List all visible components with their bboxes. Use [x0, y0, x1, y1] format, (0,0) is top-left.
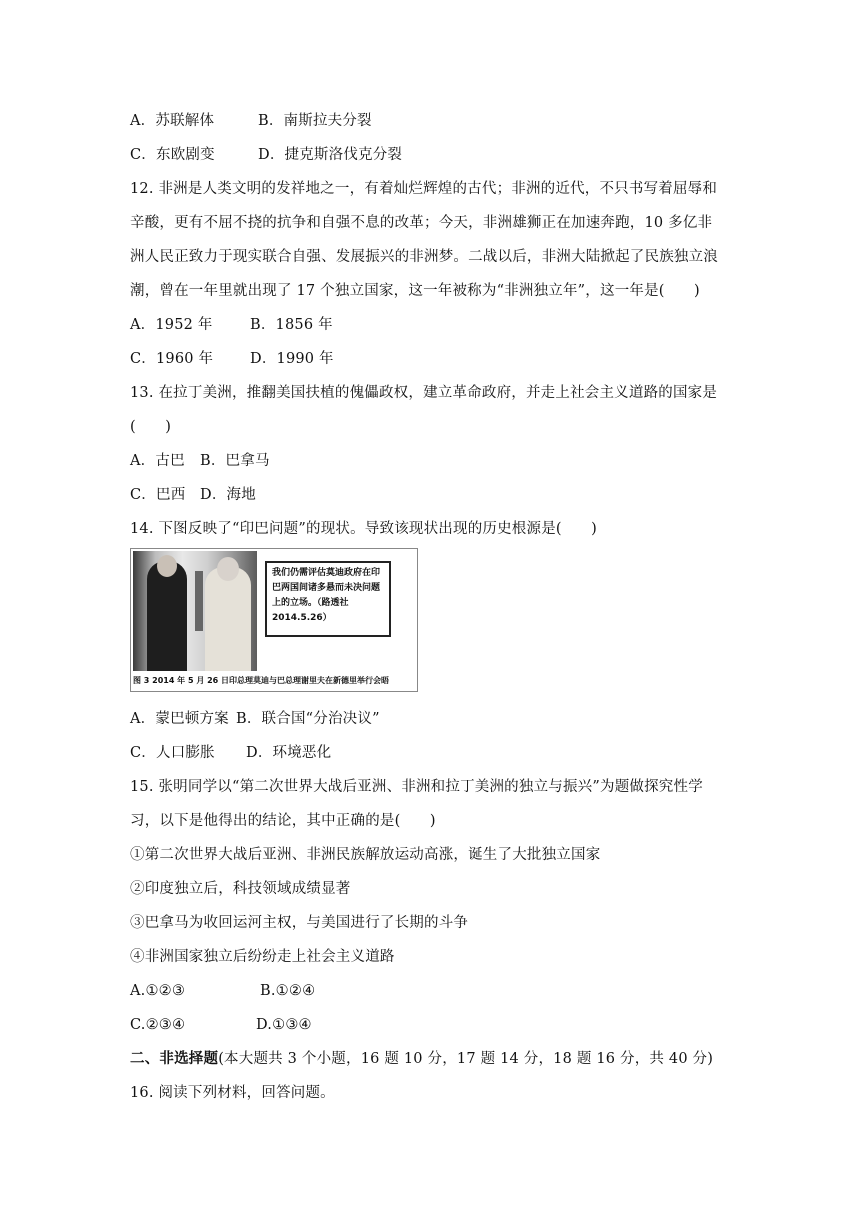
q15-stem-line-2: 习，以下是他得出的结论，其中正确的是( ) [130, 813, 436, 829]
q13-options-row-1 [130, 451, 270, 471]
q13-stem-line-1: 13. 在拉丁美洲，推翻美国扶植的傀儡政权，建立革命政府，并走上社会主义道路的国家是 [130, 385, 718, 401]
q13-option-c: C．巴西 [130, 487, 186, 503]
q13-option-d: D．海地 [200, 487, 256, 503]
q15-statement-2: ②印度独立后，科技领域成绩显著 [130, 881, 351, 897]
section-2-heading: 二、非选择题 [130, 1050, 219, 1067]
q12-options-row-2 [130, 349, 334, 369]
q14-figure [130, 548, 418, 692]
q12-option-b: B．1856 年 [250, 317, 333, 333]
q15-options-row-1 [130, 981, 315, 1001]
q11-option-a: A．苏联解体 [130, 113, 215, 129]
q15-option-b: B.①②④ [260, 983, 316, 999]
person-left [147, 561, 187, 671]
q14-option-c: C．人口膨胀 [130, 745, 215, 761]
q11-option-d: D．捷克斯洛伐克分裂 [258, 147, 403, 163]
person-right [205, 567, 251, 671]
q12-stem-line-1: 12. 非洲是人类文明的发祥地之一，有着灿烂辉煌的古代；非洲的近代，不只书写着屈辱和 [130, 181, 718, 197]
q15-statement-1: ①第二次世界大战后亚洲、非洲民族解放运动高涨，诞生了大批独立国家 [130, 847, 601, 863]
q11-option-c: C．东欧剧变 [130, 147, 215, 163]
q16-stem: 16. 阅读下列材料，回答问题。 [130, 1085, 335, 1101]
figure-quote-box: 我们仍需评估莫迪政府在印巴两国间诸多悬而未决问题上的立场。（路透社2014.5.26） [265, 561, 391, 637]
person-left-head [157, 555, 177, 577]
q14-option-d: D．环境恶化 [246, 745, 332, 761]
q15-option-c: C.②③④ [130, 1017, 186, 1033]
section-2-instructions: (本大题共 3 个小题，16 题 10 分，17 题 14 分，18 题 16 分，共 40 分) [218, 1051, 714, 1067]
q13-options-row-2 [130, 485, 256, 505]
q14-option-a: A．蒙巴顿方案 [130, 711, 229, 727]
q13-option-b: B．巴拿马 [200, 453, 270, 469]
q14-options-row-2 [130, 743, 331, 763]
q14-options-row-1 [130, 709, 380, 729]
q12-stem-line-2: 辛酸，更有不屈不挠的抗争和自强不息的改革；今天，非洲雄狮正在加速奔跑，10 多亿非 [130, 215, 713, 231]
q13-option-a: A．古巴 [130, 453, 185, 469]
q12-stem-line-3: 洲人民正致力于现实联合自强、发展振兴的非洲梦。二战以后，非洲大陆掀起了民族独立浪 [130, 249, 718, 265]
q14-stem: 14. 下图反映了“印巴问题”的现状。导致该现状出现的历史根源是( ) [130, 521, 598, 537]
q11-option-b: B．南斯拉夫分裂 [258, 113, 372, 129]
q15-option-a: A.①②③ [130, 983, 186, 999]
q13-stem-line-2: ( ) [130, 419, 172, 435]
q11-options-row-1 [130, 111, 372, 131]
q14-option-b: B．联合国“分治决议” [236, 711, 380, 727]
leaders-handshake-photo [133, 551, 257, 671]
section-2-heading-line [130, 1049, 713, 1069]
q15-statement-3: ③巴拿马为收回运河主权，与美国进行了长期的斗争 [130, 915, 469, 931]
q12-options-row-1 [130, 315, 333, 335]
q11-options-row-2 [130, 145, 402, 165]
q15-stem-line-1: 15. 张明同学以“第二次世界大战后亚洲、非洲和拉丁美洲的独立与振兴”为题做探究性学 [130, 779, 703, 795]
q12-option-c: C．1960 年 [130, 351, 214, 367]
q12-option-a: A．1952 年 [130, 317, 213, 333]
q15-options-row-2 [130, 1015, 312, 1035]
flag-pole [195, 571, 203, 631]
person-right-head [217, 557, 239, 581]
q12-option-d: D．1990 年 [250, 351, 334, 367]
q15-option-d: D.①③④ [256, 1017, 312, 1033]
q15-statement-4: ④非洲国家独立后纷纷走上社会主义道路 [130, 949, 395, 965]
figure-caption: 图 3 2014 年 5 月 26 日印总理莫迪与巴总理谢里夫在新德里举行会晤 [133, 676, 390, 685]
q12-stem-line-4: 潮，曾在一年里就出现了 17 个独立国家，这一年被称为“非洲独立年”，这一年是( ) [130, 283, 700, 299]
